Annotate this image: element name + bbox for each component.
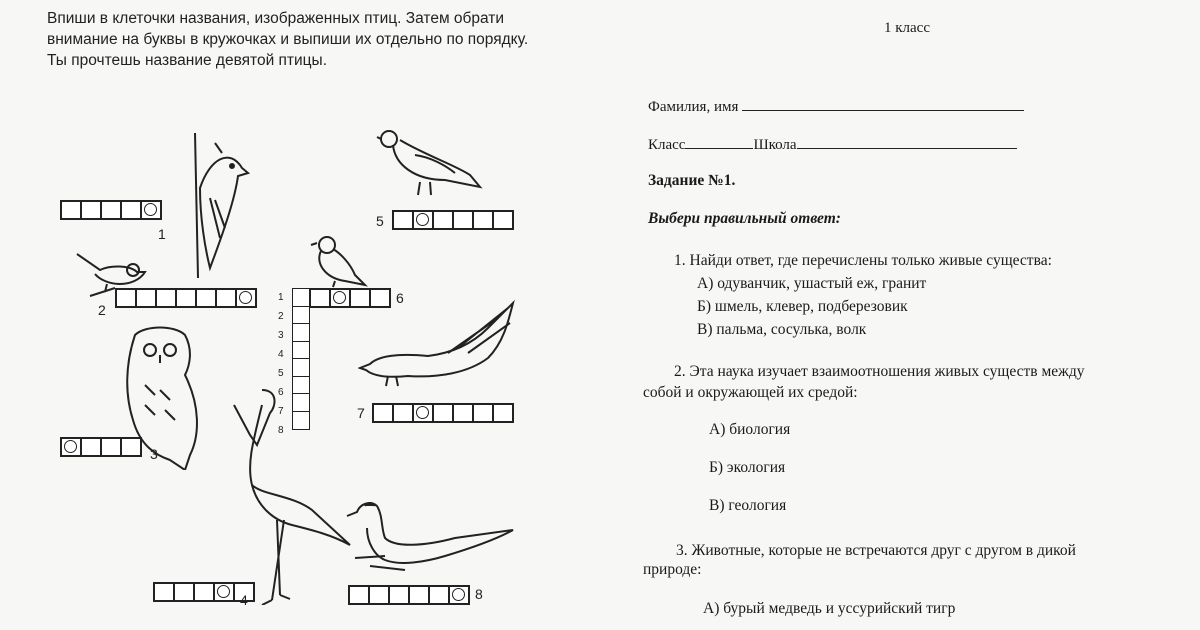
letter-cell[interactable] bbox=[292, 288, 310, 307]
letter-cell[interactable] bbox=[369, 288, 391, 308]
letter-cell[interactable] bbox=[452, 403, 474, 423]
letter-cell[interactable] bbox=[492, 403, 514, 423]
letter-cell[interactable] bbox=[432, 403, 454, 423]
instructions bbox=[47, 8, 607, 71]
letter-cell[interactable] bbox=[120, 200, 142, 220]
letter-cell[interactable] bbox=[115, 288, 137, 308]
row-number-2: 2 bbox=[98, 302, 106, 318]
crossword-row-3 bbox=[60, 437, 140, 457]
crossword-row-2 bbox=[115, 288, 255, 308]
letter-cell[interactable] bbox=[80, 200, 102, 220]
vertical-number-4: 4 bbox=[278, 349, 284, 360]
letter-cell[interactable] bbox=[392, 403, 414, 423]
crossword-row-4 bbox=[153, 582, 253, 602]
letter-cell[interactable] bbox=[193, 582, 215, 602]
task-subtitle: Выбери правильный ответ: bbox=[648, 210, 841, 227]
circled-letter-cell[interactable] bbox=[412, 403, 434, 423]
letter-cell[interactable] bbox=[195, 288, 217, 308]
letter-cell[interactable] bbox=[215, 288, 237, 308]
letter-cell[interactable] bbox=[292, 358, 310, 377]
answer-1a[interactable]: А) одуванчик, ушастый еж, гранит bbox=[697, 275, 927, 292]
crossword-row-8 bbox=[348, 585, 468, 605]
row-number-6: 6 bbox=[396, 290, 404, 306]
answer-1c[interactable]: В) пальма, сосулька, волк bbox=[697, 321, 867, 338]
instruction-line-2: внимание на буквы в кружочках и выпиши их отдельно по порядку. bbox=[47, 31, 529, 48]
instruction-line-1: Впиши в клеточки названия, изображенных птиц. Затем обрати bbox=[47, 10, 505, 27]
name-field bbox=[648, 96, 1024, 116]
letter-cell[interactable] bbox=[135, 288, 157, 308]
letter-cell[interactable] bbox=[100, 437, 122, 457]
answer-2b[interactable]: Б) экология bbox=[709, 459, 786, 476]
instruction-line-3: Ты прочтешь название девятой птицы. bbox=[47, 52, 328, 69]
letter-cell[interactable] bbox=[80, 437, 102, 457]
crossword-row-1 bbox=[60, 200, 160, 220]
letter-cell[interactable] bbox=[368, 585, 390, 605]
crossword-row-6 bbox=[309, 288, 389, 308]
letter-cell[interactable] bbox=[292, 341, 310, 360]
question-2-line-2: собой и окружающей их средой: bbox=[643, 384, 858, 401]
circled-letter-cell[interactable] bbox=[329, 288, 351, 308]
letter-cell[interactable] bbox=[292, 306, 310, 325]
dove-icon bbox=[375, 125, 485, 200]
row-number-8: 8 bbox=[475, 586, 483, 602]
letter-cell[interactable] bbox=[292, 411, 310, 430]
letter-cell[interactable] bbox=[492, 210, 514, 230]
row-number-7: 7 bbox=[357, 405, 365, 421]
letter-cell[interactable] bbox=[100, 200, 122, 220]
row-number-1: 1 bbox=[158, 226, 166, 242]
magpie-icon bbox=[345, 498, 515, 578]
cuckoo-icon bbox=[358, 298, 518, 388]
letter-cell[interactable] bbox=[408, 585, 430, 605]
circled-letter-cell[interactable] bbox=[412, 210, 434, 230]
vertical-number-3: 3 bbox=[278, 330, 284, 341]
task-title: Задание №1. bbox=[648, 172, 736, 189]
class-input-line[interactable] bbox=[685, 134, 753, 149]
letter-cell[interactable] bbox=[309, 288, 331, 308]
vertical-number-6: 6 bbox=[278, 387, 284, 398]
school-input-line[interactable] bbox=[797, 134, 1017, 149]
answer-1b[interactable]: Б) шмель, клевер, подберезовик bbox=[697, 298, 908, 315]
circled-letter-cell[interactable] bbox=[60, 437, 82, 457]
letter-cell[interactable] bbox=[120, 437, 142, 457]
circled-letter-cell[interactable] bbox=[448, 585, 470, 605]
vertical-number-5: 5 bbox=[278, 368, 284, 379]
letter-cell[interactable] bbox=[452, 210, 474, 230]
letter-cell[interactable] bbox=[292, 376, 310, 395]
letter-cell[interactable] bbox=[472, 403, 494, 423]
letter-cell[interactable] bbox=[155, 288, 177, 308]
letter-cell[interactable] bbox=[153, 582, 175, 602]
vertical-number-2: 2 bbox=[278, 311, 284, 322]
circled-letter-cell[interactable] bbox=[140, 200, 162, 220]
row-number-3: 3 bbox=[150, 446, 158, 462]
vertical-number-1: 1 bbox=[278, 292, 284, 303]
circled-letter-cell[interactable] bbox=[235, 288, 257, 308]
answer-3a[interactable]: А) бурый медведь и уссурийский тигр bbox=[703, 600, 956, 617]
sparrow-icon bbox=[305, 233, 370, 288]
crossword-row-7 bbox=[372, 403, 512, 423]
grade-label: 1 класс bbox=[884, 20, 930, 36]
question-3-line-2: природе: bbox=[643, 561, 702, 578]
question-2-line-1: 2. Эта наука изучает взаимоотношения живых существ между bbox=[674, 363, 1085, 380]
letter-cell[interactable] bbox=[392, 210, 414, 230]
woodpecker-icon bbox=[180, 128, 250, 288]
crossword-row-5 bbox=[392, 210, 512, 230]
row-number-5: 5 bbox=[376, 213, 384, 229]
letter-cell[interactable] bbox=[292, 323, 310, 342]
letter-cell[interactable] bbox=[472, 210, 494, 230]
answer-2c[interactable]: В) геология bbox=[709, 497, 787, 514]
letter-cell[interactable] bbox=[173, 582, 195, 602]
letter-cell[interactable] bbox=[428, 585, 450, 605]
letter-cell[interactable] bbox=[175, 288, 197, 308]
class-label: Класс bbox=[648, 137, 686, 153]
class-school-field bbox=[648, 134, 1017, 154]
name-label: Фамилия, имя bbox=[648, 99, 739, 115]
letter-cell[interactable] bbox=[388, 585, 410, 605]
letter-cell[interactable] bbox=[432, 210, 454, 230]
answer-2a[interactable]: А) биология bbox=[709, 421, 791, 438]
question-3-line-1: 3. Животные, которые не встречаются друг с другом в дикой bbox=[676, 542, 1076, 559]
letter-cell[interactable] bbox=[349, 288, 371, 308]
name-input-line[interactable] bbox=[742, 96, 1024, 111]
vertical-number-8: 8 bbox=[278, 425, 284, 436]
letter-cell[interactable] bbox=[60, 200, 82, 220]
letter-cell[interactable] bbox=[372, 403, 394, 423]
vertical-answer-column bbox=[292, 288, 310, 428]
circled-letter-cell[interactable] bbox=[213, 582, 235, 602]
letter-cell[interactable] bbox=[348, 585, 370, 605]
letter-cell[interactable] bbox=[292, 393, 310, 412]
question-1: 1. Найди ответ, где перечислены только живые существа: bbox=[674, 252, 1052, 269]
school-label: Школа bbox=[753, 137, 797, 153]
row-number-4: 4 bbox=[240, 592, 248, 608]
vertical-number-7: 7 bbox=[278, 406, 284, 417]
